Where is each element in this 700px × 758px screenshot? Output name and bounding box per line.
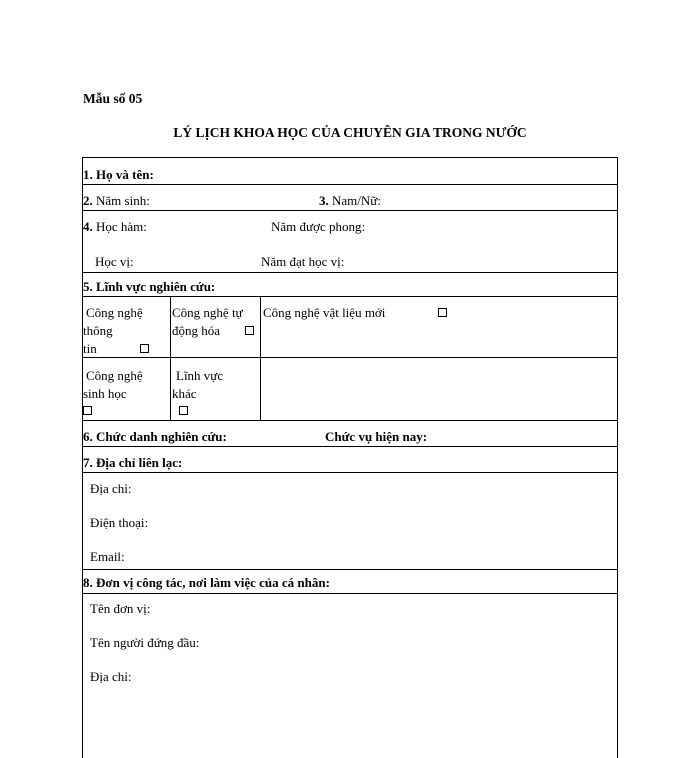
row-divider — [82, 357, 618, 358]
column-divider — [260, 296, 261, 420]
row-divider — [82, 272, 618, 273]
row-divider — [82, 184, 618, 185]
row-divider — [82, 446, 618, 447]
unit-name-label: Tên đơn vị: — [90, 601, 151, 616]
unit-head-label: Tên người đứng đầu: — [90, 635, 200, 650]
field-bio-checkbox[interactable] — [83, 406, 92, 415]
section-6-label: 6. Chức danh nghiên cứu: — [83, 429, 227, 444]
section-4-number: 4. — [83, 219, 93, 234]
form-number: Mẫu số 05 — [83, 91, 143, 106]
document-title: LÝ LỊCH KHOA HỌC CỦA CHUYÊN GIA TRONG NƯỚC — [173, 125, 527, 140]
row-divider — [82, 296, 618, 297]
degree-year-label: Năm đạt học vị: — [261, 254, 345, 269]
field-bio-line2: sinh học — [83, 386, 127, 401]
row-divider — [82, 593, 618, 594]
field-it-line3: tin — [83, 341, 97, 356]
section-1-label: 1. Họ và tên: — [83, 167, 154, 182]
contact-address-label: Địa chỉ: — [90, 481, 132, 496]
row-divider — [82, 472, 618, 473]
row-divider — [82, 210, 618, 211]
gender-label: Nam/Nữ: — [332, 193, 381, 208]
field-materials-checkbox[interactable] — [438, 308, 447, 317]
field-it-checkbox[interactable] — [140, 344, 149, 353]
field-automation-checkbox[interactable] — [245, 326, 254, 335]
section-5-label: 5. Lĩnh vực nghiên cứu: — [83, 279, 216, 294]
field-it-line2: thông — [83, 323, 113, 338]
field-bio-line1: Công nghệ — [86, 368, 143, 383]
unit-address-label: Địa chỉ: — [90, 669, 132, 684]
field-other-line1: Lĩnh vực — [176, 368, 224, 383]
section-8-label: 8. Đơn vị công tác, nơi làm việc của cá nhân: — [83, 575, 330, 590]
field-materials-line1: Công nghệ vật liệu mới — [263, 305, 386, 320]
current-position-label: Chức vụ hiện nay: — [325, 429, 428, 444]
academic-title-field — [83, 218, 147, 236]
field-other-line2: khác — [172, 386, 197, 401]
row-divider — [82, 420, 618, 421]
birth-year-field — [83, 192, 150, 210]
field-other-checkbox[interactable] — [179, 406, 188, 415]
contact-email-label: Email: — [90, 549, 125, 564]
section-2-number: 2. — [83, 193, 93, 208]
gender-field — [319, 192, 381, 210]
contact-phone-label: Điện thoại: — [90, 515, 149, 530]
row-divider — [82, 569, 618, 570]
section-3-number: 3. — [319, 193, 329, 208]
field-it-line1: Công nghệ — [86, 305, 143, 320]
field-automation-line2: động hóa — [172, 323, 221, 338]
degree-label: Học vị: — [95, 254, 134, 269]
title-year-label: Năm được phong: — [271, 219, 366, 234]
field-automation-line1: Công nghệ tự — [172, 305, 243, 320]
birth-year-label: Năm sinh: — [96, 193, 150, 208]
academic-title-label: Học hàm: — [96, 219, 147, 234]
section-7-label: 7. Địa chỉ liên lạc: — [83, 455, 183, 470]
column-divider — [170, 296, 171, 420]
